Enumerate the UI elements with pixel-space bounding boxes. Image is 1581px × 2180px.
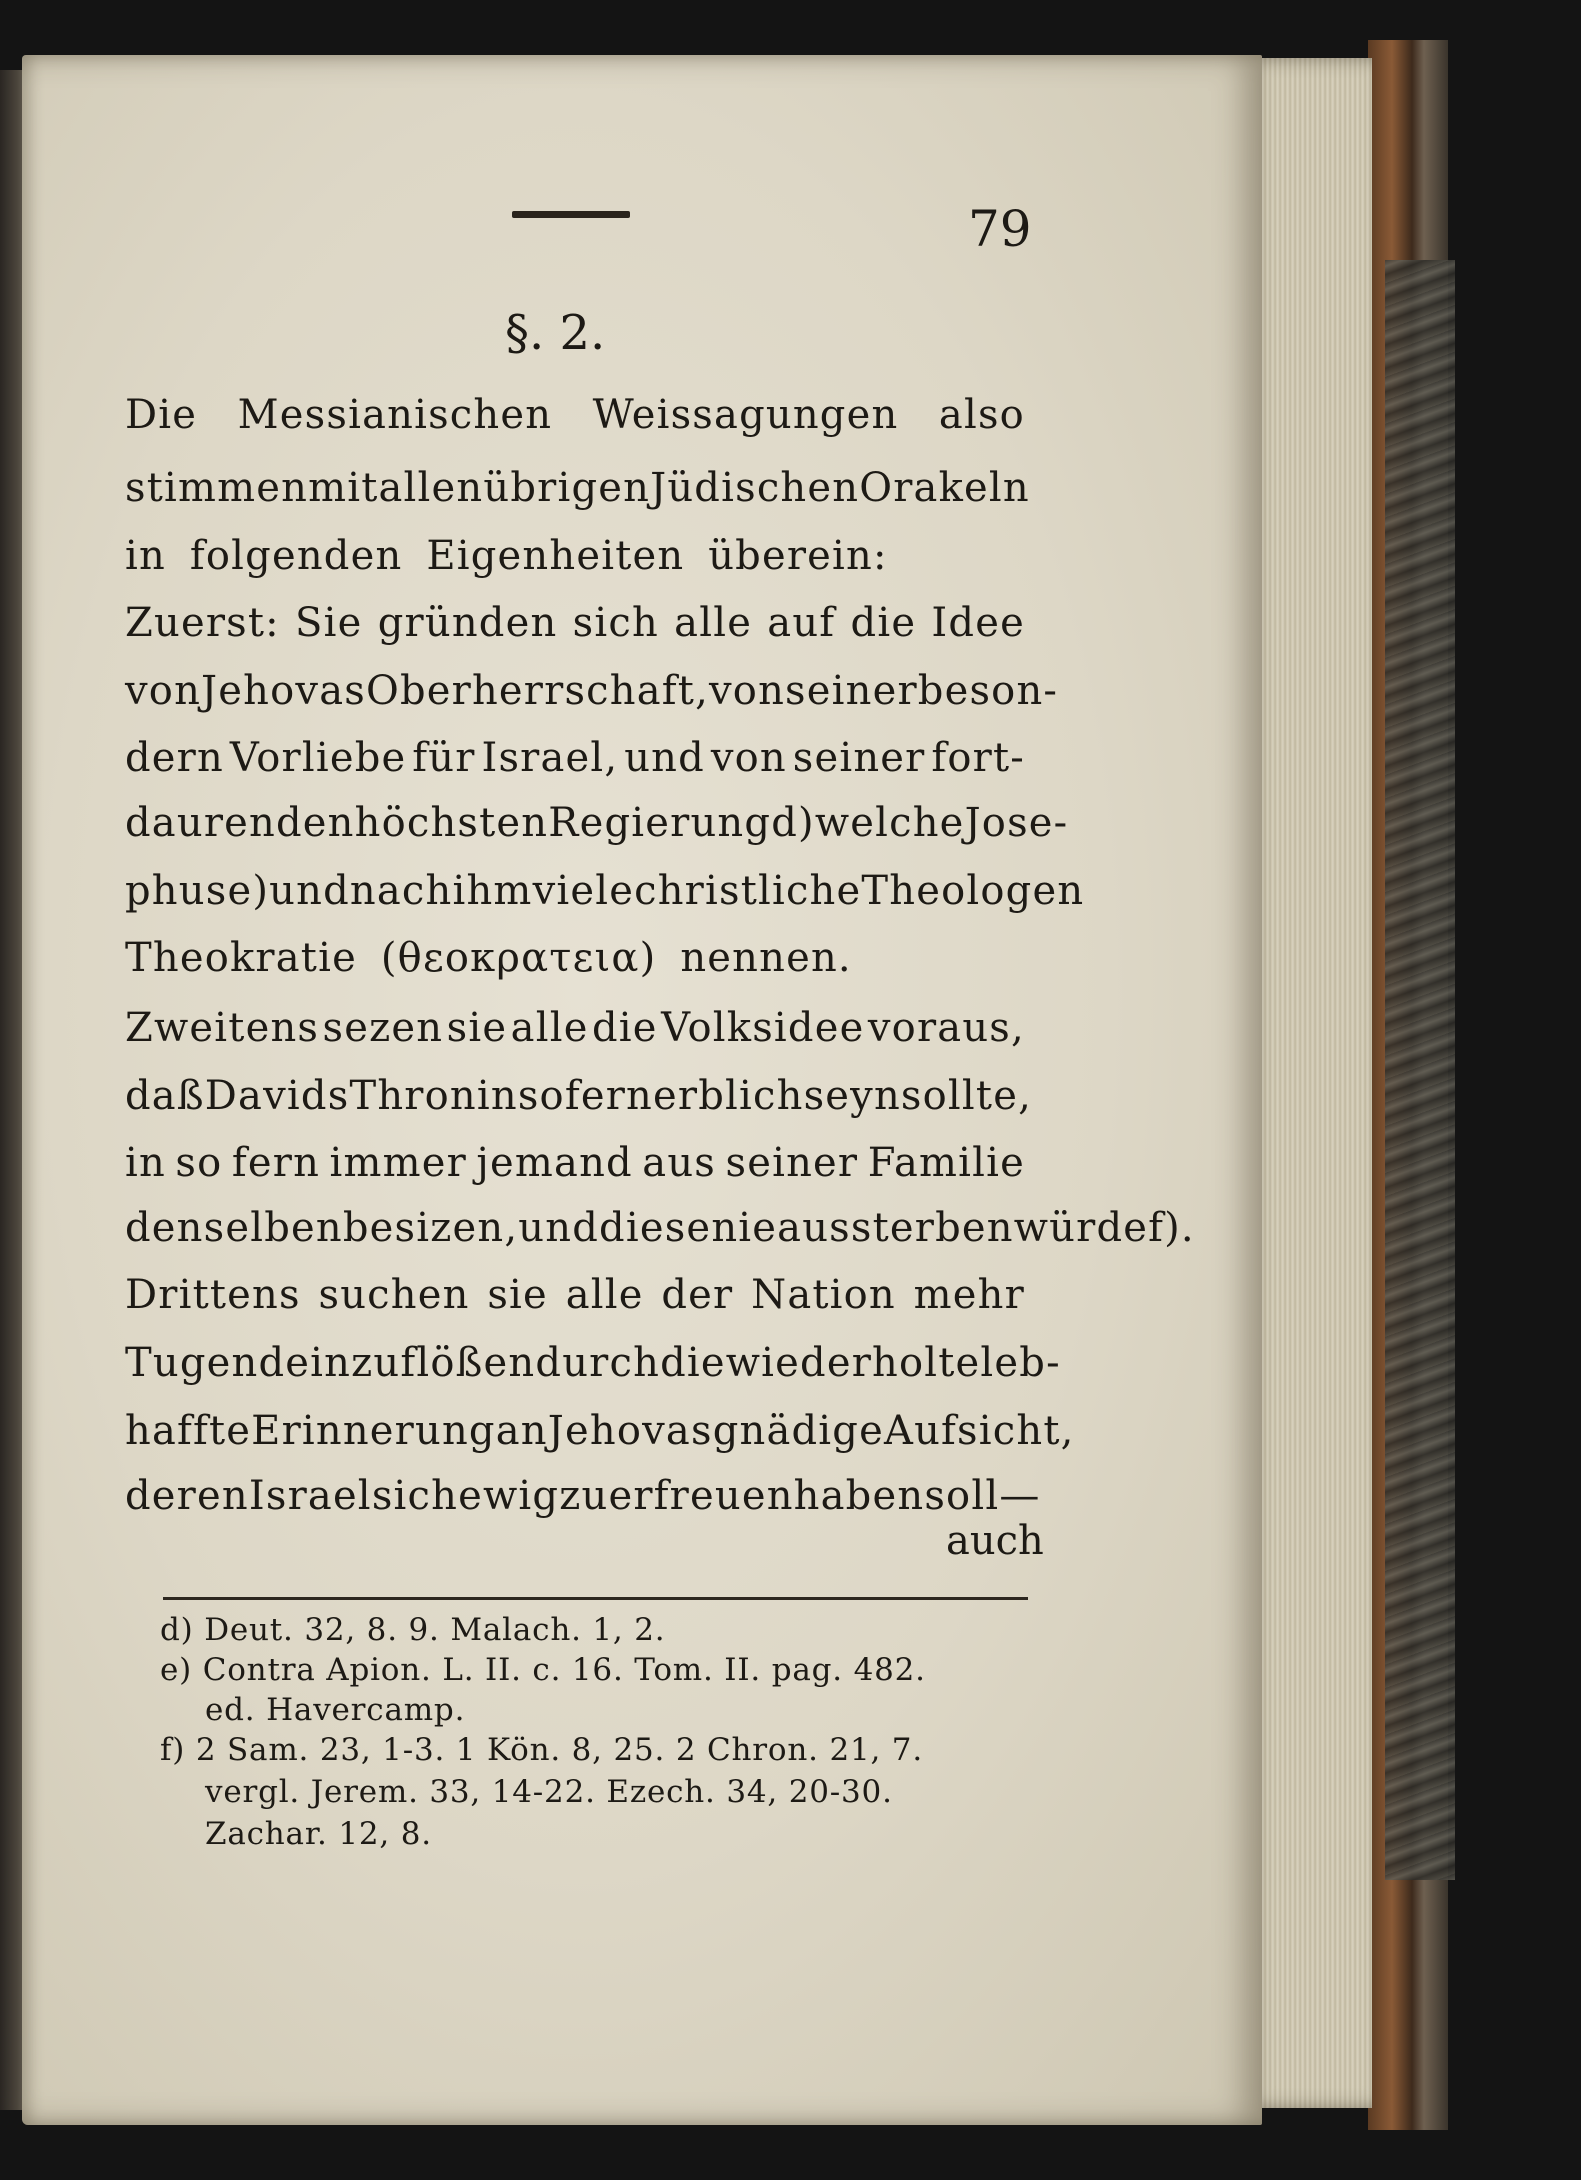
word: erfreuen [608, 1473, 794, 1519]
footnote-d: d) Deut. 32, 8. 9. Malach. 1, 2. [160, 1612, 666, 1648]
word: Idee [931, 600, 1025, 646]
word: Nation [751, 1272, 896, 1318]
word: Theologen [861, 868, 1085, 914]
body-line [125, 465, 1030, 511]
word: alle [674, 600, 753, 646]
body-line [125, 1140, 1025, 1186]
word: Jehovas [201, 668, 366, 714]
word: seyn [803, 1073, 901, 1119]
word: Familie [867, 1140, 1025, 1186]
word: aus [642, 1140, 717, 1186]
footnote-f-cont: Zachar. 12, 8. [205, 1816, 432, 1852]
word: voraus, [867, 1005, 1025, 1051]
word: Thron [349, 1073, 477, 1119]
word: die [591, 1005, 658, 1051]
word: so [175, 1140, 223, 1186]
word: viele [532, 868, 635, 914]
word: suchen [318, 1272, 470, 1318]
word: haffte [125, 1408, 252, 1454]
word: e) [227, 868, 270, 914]
word: an [495, 1408, 548, 1454]
footnote-f: f) 2 Sam. 23, 1-3. 1 Kön. 8, 25. 2 Chron. 21, 7. [160, 1732, 923, 1768]
word: Volksidee [661, 1005, 865, 1051]
word: f). [1148, 1205, 1195, 1251]
footnote-f-cont: vergl. Jerem. 33, 14-22. Ezech. 34, 20-30. [205, 1774, 893, 1810]
word: und [518, 1205, 600, 1251]
word: Zweitens [125, 1005, 320, 1051]
marbled-edge [1385, 260, 1455, 1880]
body-line [125, 1272, 1025, 1318]
word: nie [711, 1205, 778, 1251]
word: auf [767, 600, 836, 646]
word: für [412, 735, 476, 781]
word: sie [487, 1272, 548, 1318]
page-number: 79 [968, 200, 1032, 258]
word: würde [1013, 1205, 1149, 1251]
word: einzuflößen [285, 1340, 536, 1386]
word: Vorliebe [229, 735, 407, 781]
word: sollte, [900, 1073, 1032, 1119]
body-line [125, 1005, 1025, 1051]
word: stimmen [125, 465, 309, 511]
word: leb- [980, 1340, 1061, 1386]
word: von [710, 735, 787, 781]
word: also [938, 392, 1025, 438]
word: denselben [125, 1205, 343, 1251]
word: so [517, 1073, 565, 1119]
body-line [125, 600, 1025, 646]
word: beson- [917, 668, 1059, 714]
word: — [999, 1473, 1041, 1519]
word: Messianischen [237, 392, 553, 438]
word: seiner [785, 668, 918, 714]
word: Jose- [964, 800, 1069, 846]
word: zu [559, 1473, 609, 1519]
word: Oberherrschaft, [365, 668, 709, 714]
word: sezen [322, 1005, 444, 1051]
body-line [125, 1073, 1032, 1119]
word: die [660, 1340, 726, 1386]
header-rule [512, 211, 630, 218]
word: ewig [458, 1473, 560, 1519]
word: welche [814, 800, 965, 846]
word: haben [793, 1473, 925, 1519]
word: immer [329, 1140, 467, 1186]
word: ihm [452, 868, 533, 914]
word: die [850, 600, 917, 646]
word: diese [599, 1205, 712, 1251]
word: übrigen [483, 465, 651, 511]
word: sich [572, 600, 659, 646]
word: nach [349, 868, 453, 914]
body-line: in folgenden Eigenheiten überein: [125, 533, 888, 579]
word: besizen, [342, 1205, 519, 1251]
body-line [125, 668, 1059, 714]
word: alle [510, 1005, 589, 1051]
word: daurenden [125, 800, 355, 846]
word: Weissagungen [592, 392, 899, 438]
word: Drittens [125, 1272, 301, 1318]
word: Tugend [125, 1340, 286, 1386]
word: christliche [634, 868, 862, 914]
word: Jüdischen [650, 465, 860, 511]
body-line [125, 800, 1069, 846]
word: Orakeln [859, 465, 1030, 511]
word: mehr [913, 1272, 1025, 1318]
word: deren [125, 1473, 249, 1519]
footnote-rule [163, 1597, 1028, 1600]
word: mit [308, 465, 379, 511]
word: daß [125, 1073, 205, 1119]
word: gründen [377, 600, 558, 646]
word: in [125, 1140, 166, 1186]
word: Erinnerung [251, 1408, 496, 1454]
body-line [125, 1340, 1061, 1386]
word: Regierung [548, 800, 772, 846]
word: fern [231, 1140, 321, 1186]
word: seiner [725, 1140, 859, 1186]
word: Israel [248, 1473, 372, 1519]
word: und [624, 735, 705, 781]
body-line [125, 1205, 1195, 1251]
footnote-e: e) Contra Apion. L. II. c. 16. Tom. II. pag. 482. [160, 1652, 926, 1688]
word: seiner [792, 735, 926, 781]
word: allen [378, 465, 484, 511]
word: d) [771, 800, 815, 846]
word: Jehovas [547, 1408, 713, 1454]
body-line [125, 868, 1085, 914]
word: Zuerst: [125, 600, 280, 646]
word: erblich [653, 1073, 804, 1119]
section-heading: §. 2. [505, 305, 606, 361]
word: alle [565, 1272, 644, 1318]
word: der [661, 1272, 734, 1318]
body-line: Theokratie (θεοκρατεια) nennen. [125, 935, 852, 981]
word: sie [446, 1005, 508, 1051]
word: soll [924, 1473, 1000, 1519]
word: Aufsicht, [883, 1408, 1075, 1454]
word: wiederholte [725, 1340, 981, 1386]
word: höchsten [354, 800, 549, 846]
word: durch [535, 1340, 661, 1386]
word: von [708, 668, 786, 714]
word: Davids [204, 1073, 350, 1119]
word: fern [564, 1073, 653, 1119]
body-line [125, 1473, 1041, 1519]
word: phus [125, 868, 228, 914]
body-line [125, 392, 1025, 438]
word: sich [371, 1473, 459, 1519]
word: dern [125, 735, 224, 781]
word: in [476, 1073, 518, 1119]
word: jemand [476, 1140, 633, 1186]
body-line [125, 1408, 1075, 1454]
word: Sie [295, 600, 363, 646]
body-line [125, 735, 1025, 781]
word: und [269, 868, 350, 914]
word: Israel, [481, 735, 619, 781]
catchword: auch [946, 1518, 1044, 1564]
word: von [125, 668, 202, 714]
word: gnädige [712, 1408, 884, 1454]
word: aussterben [777, 1205, 1014, 1251]
word: Die [125, 392, 198, 438]
word: fort- [931, 735, 1025, 781]
footnote-e-cont: ed. Havercamp. [205, 1692, 466, 1728]
